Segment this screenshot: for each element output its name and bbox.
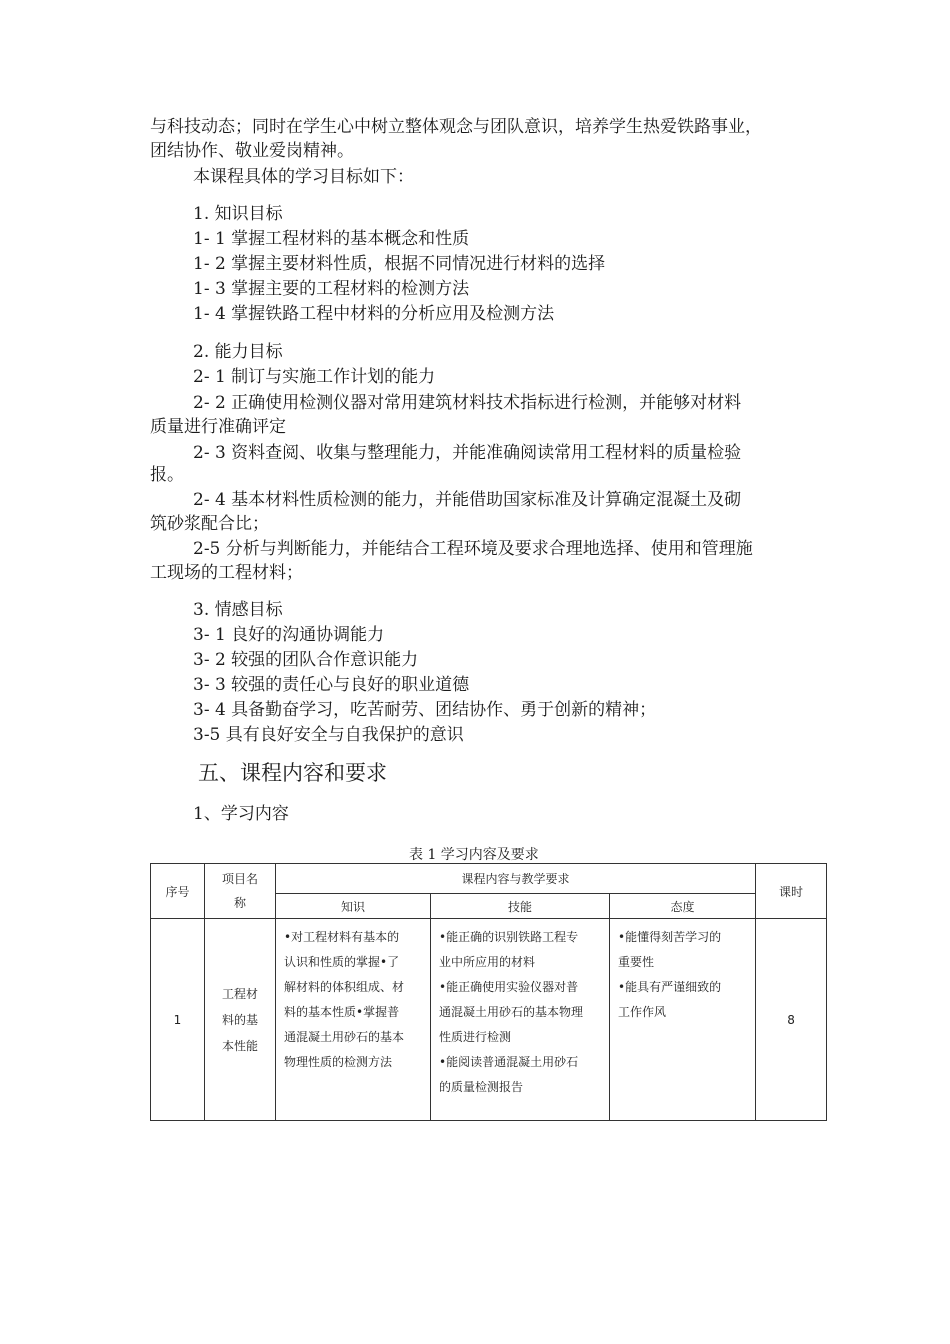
cell-knowledge: [276, 919, 431, 1121]
goal-heading-ability: 2. 能力目标: [193, 342, 283, 362]
goal-item: 2-5 分析与判断能力，并能结合工程环境及要求合理地选择、使用和管理施: [193, 539, 753, 559]
goal-item: 3- 2 较强的团队合作意识能力: [193, 650, 419, 670]
goal-item: 2- 2 正确使用检测仪器对常用建筑材料技术指标进行检测，并能够对材料: [193, 393, 742, 413]
goal-item: 3- 3 较强的责任心与良好的职业道德: [193, 675, 470, 695]
attitude-line: •能具有严谨细致的: [618, 980, 722, 994]
knowledge-line: •对工程材料有基本的: [284, 930, 400, 944]
name-line: 本性能: [221, 1038, 258, 1053]
paragraph-line: 与科技动态；同时在学生心中树立整体观念与团队意识，培养学生热爱铁路事业，: [150, 117, 762, 137]
cell-seq: 1: [151, 919, 205, 1121]
goal-item: 2- 1 制订与实施工作计划的能力: [193, 367, 436, 387]
header-content-requirements: 课程内容与教学要求: [276, 864, 756, 894]
paragraph-line: 本课程具体的学习目标如下：: [193, 167, 414, 187]
goal-item-continued: 工现场的工程材料；: [150, 563, 303, 583]
goal-item: 1- 2 掌握主要材料性质，根据不同情况进行材料的选择: [193, 254, 606, 274]
header-knowledge: 知识: [276, 894, 431, 919]
attitude-line: •能懂得刻苦学习的: [618, 930, 722, 944]
goal-item: 1- 3 掌握主要的工程材料的检测方法: [193, 279, 470, 299]
skill-line: 业中所应用的材料: [439, 955, 536, 969]
attitude-line: 工作作风: [618, 1005, 667, 1019]
header-seq: 序号: [151, 864, 205, 919]
header-project-name-line: 项目名: [221, 872, 258, 886]
header-hours: 课时: [756, 864, 827, 919]
goal-heading-knowledge: 1. 知识目标: [193, 204, 283, 224]
skill-line: 性质进行检测: [439, 1030, 512, 1044]
knowledge-line: 通混凝土用砂石的基本: [284, 1030, 405, 1044]
header-project-name: [205, 864, 276, 919]
goal-item: 3- 4 具备勤奋学习，吃苦耐劳、团结协作、勇于创新的精神；: [193, 700, 657, 720]
name-line: 工程材: [221, 986, 258, 1001]
cell-skill: [431, 919, 610, 1121]
header-attitude: 态度: [610, 894, 756, 919]
goal-item: 3-5 具有良好安全与自我保护的意识: [193, 725, 464, 745]
goal-item: 3- 1 良好的沟通协调能力: [193, 625, 385, 645]
knowledge-line: 解材料的体积组成、材: [284, 980, 405, 994]
goal-heading-attitude: 3. 情感目标: [193, 600, 283, 620]
goal-item-continued: 报。: [150, 465, 184, 485]
goal-item: 1- 1 掌握工程材料的基本概念和性质: [193, 229, 470, 249]
goal-item: 2- 3 资料查阅、收集与整理能力，并能准确阅读常用工程材料的质量检验: [193, 443, 742, 463]
header-skill: 技能: [431, 894, 610, 919]
goal-item-continued: 质量进行准确评定: [150, 417, 286, 437]
skill-line: 通混凝土用砂石的基本物理: [439, 1005, 584, 1019]
knowledge-line: 物理性质的检测方法: [284, 1055, 393, 1069]
skill-line: •能阅读普通混凝土用砂石: [439, 1055, 579, 1069]
cell-project-name: [205, 919, 276, 1121]
knowledge-line: 料的基本性质•掌握普: [284, 1005, 400, 1019]
paragraph-line: 团结协作、敬业爱岗精神。: [150, 141, 354, 161]
learning-content-table: [150, 863, 827, 1121]
goal-item: 1- 4 掌握铁路工程中材料的分析应用及检测方法: [193, 304, 555, 324]
table-row: [151, 919, 827, 1121]
goal-item: 2- 4 基本材料性质检测的能力，并能借助国家标准及计算确定混凝土及砌: [193, 490, 742, 510]
goal-item-continued: 筑砂浆配合比；: [150, 514, 269, 534]
cell-attitude: [610, 919, 756, 1121]
skill-line: •能正确使用实验仪器对普: [439, 980, 579, 994]
name-line: 料的基: [221, 1012, 258, 1027]
section-heading: 五、课程内容和要求: [198, 761, 387, 785]
skill-line: •能正确的识别铁路工程专: [439, 930, 579, 944]
cell-hours: 8: [756, 919, 827, 1121]
attitude-line: 重要性: [618, 955, 655, 969]
table-caption: 表 1 学习内容及要求: [409, 847, 539, 863]
header-project-name-line: 称: [233, 896, 246, 910]
knowledge-line: 认识和性质的掌握•了: [284, 955, 400, 969]
subsection-heading: 1、学习内容: [193, 804, 289, 824]
skill-line: 的质量检测报告: [439, 1080, 524, 1094]
